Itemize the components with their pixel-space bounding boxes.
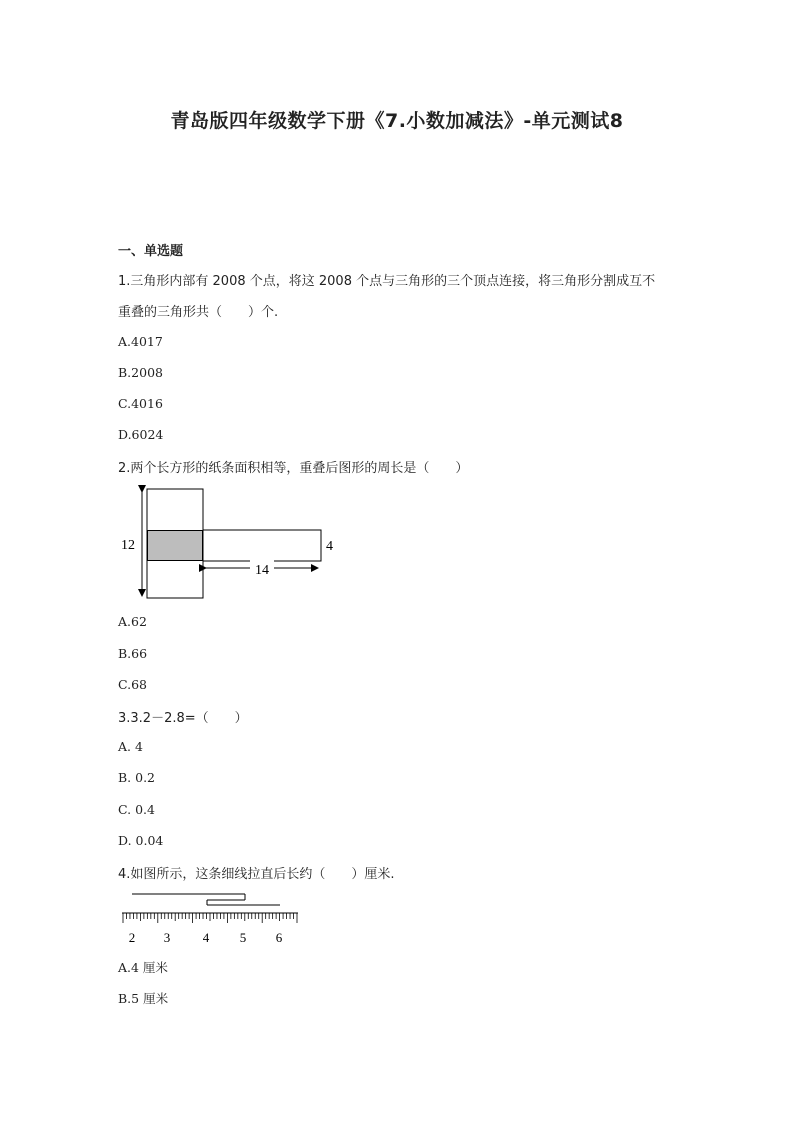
label-14: 14: [255, 563, 269, 578]
q1-option-d[interactable]: D.6024: [118, 427, 164, 442]
question-1-line-1: 1.三角形内部有 2008 个点，将这 2008 个点与三角形的三个顶点连接，将三角形分割成互不: [118, 274, 656, 289]
question-3-text: 3.3.2－2.8=（ ）: [118, 711, 248, 726]
q2-option-c[interactable]: C.68: [118, 677, 147, 692]
overlap-region: [148, 531, 203, 561]
rectangle-overlap-figure: [120, 482, 340, 604]
ruler-figure: [115, 886, 305, 948]
q4-option-b[interactable]: B.5 厘米: [118, 991, 169, 1006]
question-4-text: 4.如图所示，这条细线拉直后长约（ ）厘米.: [118, 867, 395, 882]
q3-option-a[interactable]: A. 4: [118, 739, 143, 754]
section-heading: 一、单选题: [118, 244, 184, 259]
horizontal-rectangle: [203, 530, 321, 561]
thread-line: [132, 894, 280, 905]
q1-option-b[interactable]: B.2008: [118, 365, 163, 380]
q3-option-d[interactable]: D. 0.04: [118, 833, 164, 848]
q1-option-c[interactable]: C.4016: [118, 396, 163, 411]
ruler-label-6: 6: [275, 930, 283, 945]
ruler-label-2: 2: [128, 930, 136, 945]
q2-option-b[interactable]: B.66: [118, 646, 148, 661]
q3-option-b[interactable]: B. 0.2: [118, 770, 156, 785]
ruler-label-3: 3: [163, 930, 171, 945]
label-4: 4: [326, 539, 333, 554]
page-title: 青岛版四年级数学下册《7.小数加减法》-单元测试8: [170, 110, 624, 132]
q3-option-c[interactable]: C. 0.4: [118, 802, 155, 817]
ruler-label-5: 5: [239, 930, 247, 945]
question-1-line-2: 重叠的三角形共（ ）个.: [118, 305, 279, 320]
q1-option-a[interactable]: A.4017: [118, 334, 163, 349]
label-12: 12: [121, 538, 135, 553]
ruler-ticks: [123, 913, 297, 923]
q4-option-a[interactable]: A.4 厘米: [118, 960, 168, 975]
question-2-text: 2.两个长方形的纸条面积相等，重叠后图形的周长是（ ）: [118, 461, 469, 476]
q2-option-a[interactable]: A.62: [118, 614, 147, 629]
ruler-label-4: 4: [202, 930, 210, 945]
